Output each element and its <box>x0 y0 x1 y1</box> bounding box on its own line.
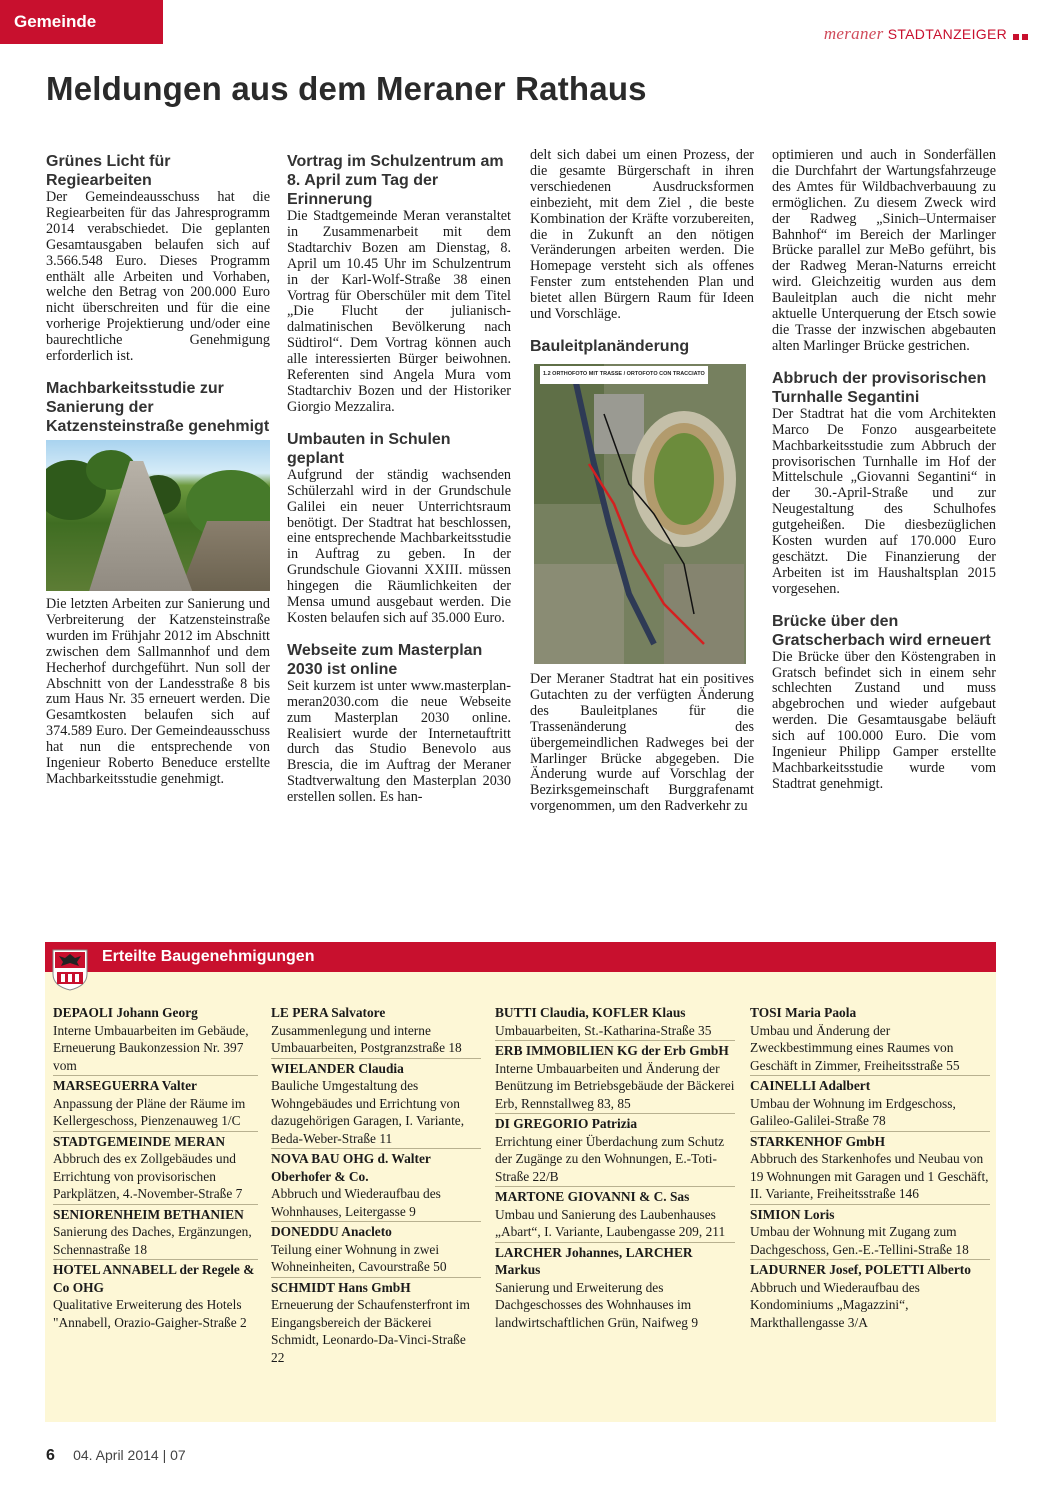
masthead-logo <box>824 24 1007 44</box>
permits-column-2 <box>271 1004 481 1368</box>
permit-entry <box>271 1223 481 1278</box>
permit-text: Bauliche Umgestaltung des Wohngebäudes und Errichtung von dazugehörigen Garagen, I. Variante, Beda-Weber-Straße 11 <box>271 1078 465 1146</box>
permit-name: DI GREGORIO Patrizia <box>495 1116 638 1131</box>
permit-name: SIMION Loris <box>750 1206 835 1222</box>
permits-column-1 <box>53 1004 258 1333</box>
permit-text: Abbruch des Starkenhofes und Neubau von 19 Wohnungen mit Garagen und 1 Geschäft, II. Variante, Freiheitsstraße 146 <box>750 1151 989 1201</box>
permit-name: LE PERA Salvatore <box>271 1005 386 1020</box>
headline-bruecke: Brücke über den Gratscherbach wird erneuert <box>772 612 991 649</box>
headline-turnhalle: Abbruch der provisorischen Turnhalle Segantini <box>772 369 987 406</box>
page-number: 6 <box>46 1447 55 1464</box>
article-column-2 <box>287 148 511 806</box>
permit-text: Abbruch und Wiederaufbau des Wohnhauses, Leitergasse 9 <box>271 1186 441 1219</box>
permit-entry <box>750 1261 990 1332</box>
permit-text: Umbau der Wohnung im Erdgeschoss, Galileo-Galilei-Straße 78 <box>750 1095 956 1128</box>
permit-entry <box>53 1004 258 1076</box>
permit-name: SENIORENHEIM BETHANIEN <box>53 1206 244 1222</box>
permit-entry <box>271 1060 481 1150</box>
permit-text: Umbau und Änderung der Zweckbestimmung eines Raumes von Geschäft in Zimmer, Freiheitsstraße 55 <box>750 1022 960 1073</box>
permits-column-3 <box>495 1004 735 1333</box>
issue-date: 04. April 2014 | 07 <box>73 1447 186 1463</box>
permit-name: NOVA BAU OHG d. Walter Oberhofer & Co. <box>271 1151 431 1184</box>
permit-text: Qualitative Erweiterung des Hotels "Annabell, Orazio-Gaigher-Straße 2 <box>53 1297 247 1330</box>
permit-text: Errichtung einer Überdachung zum Schutz der Zugänge zu den Wohnungen, E.-Toti-Straße 22/B <box>495 1133 725 1184</box>
permit-entry <box>750 1206 990 1261</box>
orthophoto-map <box>534 364 746 664</box>
map-caption: 1.2 ORTHOFOTO MIT TRASSE / ORTOFOTO CON TRACCIATO <box>540 366 708 384</box>
page-title: Meldungen aus dem Meraner Rathaus <box>46 70 647 107</box>
section-tab: Gemeinde <box>0 0 163 44</box>
permit-entry <box>53 1077 258 1132</box>
permit-text: Interne Umbauarbeiten und Änderung der Benützung im Betriebsgebäude der Bäckerei Erb, Rennstallweg 83, 85 <box>495 1060 735 1111</box>
permit-name: LARCHER Johannes, LARCHER Markus <box>495 1244 693 1277</box>
permit-name: WIELANDER Claudia <box>271 1060 404 1076</box>
permit-name: BUTTI Claudia, KOFLER Klaus <box>495 1005 686 1020</box>
permit-name: STADTGEMEINDE MERAN <box>53 1133 225 1149</box>
text-masterplan: Seit kurzem ist unter www.masterplan-meran2030.com die neue Webseite zum Masterplan 2030 online. Realisiert wurde der Internetauftritt durch das Studio Benevolo aus Brescia, die im Auftrag der Meraner Stadtverwaltung den Masterplan 2030 erstellen sollen. Es han- <box>287 677 511 806</box>
permit-entry <box>495 1115 735 1187</box>
article-column-3 <box>530 148 754 815</box>
permit-entry <box>495 1042 735 1114</box>
permits-column-4 <box>750 1004 990 1333</box>
permit-text: Abbruch und Wiederaufbau des Kondominiums „Magazzini“, Markthallengasse 3/A <box>750 1279 920 1330</box>
permit-text: Interne Umbauarbeiten im Gebäude, Erneuerung Baukonzession Nr. 397 vom <box>53 1022 249 1073</box>
text-bauleitplan-continued: optimieren und auch in Sonderfällen die Durchfahrt der Wartungsfahrzeuge des Amtes für Wildbachverbauung zu ermöglichen. Zu diesem Zweck wird der Radweg „Sinich–Untermaiser Bahnhof“ im Bereich der Marlinger Brücke parallel zur MeBo geführt, bis der Radweg Meran-Naturns erreicht wird. Gleichzeitig wurden aus dem Bauleitplan auch die nicht mehr aktuelle Unterquerung der Etsch sowie die Trasse der inzwischen abgebauten alten Marlinger Brücke gestrichen. <box>772 147 996 354</box>
building-permits-box <box>45 942 996 1422</box>
permit-name: DEPAOLI Johann Georg <box>53 1005 198 1020</box>
headline-katzensteinstrasse: Machbarkeitsstudie zur Sanierung der Katzensteinstraße genehmigt <box>46 379 270 435</box>
headline-bauleitplan: Bauleitplanänderung <box>530 337 690 355</box>
permit-text: Erneuerung der Schaufensterfront im Eingangsbereich der Bäckerei Schmidt, Leonardo-Da-Vinci-Straße 22 <box>271 1297 470 1365</box>
permit-text: Umbau und Sanierung des Laubenhauses „Abart“, I. Variante, Laubengasse 209, 211 <box>495 1206 726 1239</box>
road-photo <box>46 440 270 591</box>
permit-entry <box>495 1244 735 1333</box>
permit-entry <box>271 1279 481 1368</box>
text-regiearbeiten: Der Gemeindeausschuss hat die Regiearbeiten für das Jahresprogramm 2014 verabschiedet. Die geplanten Gesamtausgaben belaufen sich auf 3.566.548 Euro. Dieses Programm enthält alle Arbeiten und Vorhaben, welche den Betrag von 200.000 Euro nicht überschreiten und für die eine vorherige Projektierung und/oder eine baurechtliche Genehmigung erforderlich ist. <box>46 189 270 365</box>
text-katzensteinstrasse: Die letzten Arbeiten zur Sanierung und Verbreiterung der Katzensteinstraße wurden im Frühjahr 2012 im Abschnitt zwischen dem Sallmannhof und dem Hecherhof durchgeführt. Nun soll der Abschnitt von der Landesstraße 8 bis zum Haus Nr. 35 erneuert werden. Die Gesamtkosten belaufen sich auf 374.589 Euro. Der Gemeindeausschuss hat nun die entsprechende von Ingenieur Roberto Beneduce erstellte Machbarkeitsstudie genehmigt. <box>46 595 270 787</box>
permit-entry <box>750 1004 990 1076</box>
permits-title: Erteilte Baugenehmigungen <box>102 948 315 965</box>
text-vortrag: Die Stadtgemeinde Meran veranstaltet in Zusammenarbeit mit dem Stadtarchiv Bozen am Dienstag, 8. April um 10.45 Uhr im Schulzentrum in der Karl-Wolf-Straße 38 einen Vortrag für Oberschüler mit dem Titel „Die Flucht der julianisch-dalmatinischen Bevölkerung nach Südtirol“. Dem Vortrag können auch alle interessierten Bürger beiwohnen. Referenten sind Angela Mura vom Stadtarchiv Bozen und der Historiker Giorgio Mezzalira. <box>287 208 511 415</box>
permit-name: MARTONE GIOVANNI & C. Sas <box>495 1189 690 1204</box>
permit-name: LADURNER Josef, POLETTI Alberto <box>750 1262 971 1277</box>
permit-text: Umbau der Wohnung mit Zugang zum Dachgeschoss, Gen.-E.-Tellini-Straße 18 <box>750 1224 969 1257</box>
permit-text: Sanierung des Daches, Ergänzungen, Schennastraße 18 <box>53 1224 252 1257</box>
text-masterplan-continued: delt sich dabei um einen Prozess, der die gesamte Bürgerschaft in ihren verschiedenen Ausdrucksformen einbezieht, mit dem Ziel , die beste Kombination der Kräfte vorzubereiten, die in Zukunft an den nötigen Veränderungen arbeiten werden. Die Homepage versteht sich als offenes Fenster zum entstehenden Plan und bietet allen Bürgern Raum für Ideen und Vorschläge. <box>530 147 754 323</box>
masthead-part1: meraner <box>823 24 884 43</box>
permit-text: Umbauarbeiten, St.-Katharina-Straße 35 <box>495 1022 712 1038</box>
permit-name: CAINELLI Adalbert <box>750 1078 871 1093</box>
article-column-4 <box>772 148 996 793</box>
permit-name: HOTEL ANNABELL der Regele & Co OHG <box>53 1262 255 1295</box>
page-footer <box>46 1447 186 1465</box>
permit-name: ERB IMMOBILIEN KG der Erb GmbH <box>495 1043 729 1058</box>
headline-regiearbeiten: Grünes Licht für Regiearbeiten <box>46 153 171 189</box>
permit-entry <box>495 1004 735 1041</box>
text-bruecke: Die Brücke über den Köstengraben in Gratsch befindet sich in einem sehr schlechten Zustand und muss abgebrochen und wieder aufgebaut werden. Die Gesamtausgabe beläuft sich auf 100.000 Euro. Die vom Ingenieur Philipp Gamper erstellte Machbarkeitsstudie wurde vom Stadtrat genehmigt. <box>772 648 996 792</box>
permit-name: SCHMIDT Hans GmbH <box>271 1279 411 1295</box>
permit-text: Zusammenlegung und interne Umbauarbeiten, Postgranzstraße 18 <box>271 1022 462 1055</box>
permit-entry <box>750 1133 990 1205</box>
permit-text: Anpassung der Pläne der Räume im Kellergeschoss, Pienzenauweg 1/C <box>53 1095 246 1128</box>
masthead-part2: STADTANZEIGER <box>887 26 1007 42</box>
permit-entry <box>750 1077 990 1132</box>
permit-entry <box>53 1261 258 1332</box>
text-umbauten-schulen: Aufgrund der ständig wachsenden Schülerzahl wird in der Grundschule Galilei ein neuer Unterrichtsraum benötigt. Der Stadtrat hat beschlossen, eine entsprechende Machbarkeitsstudie in Auftrag zu geben. In der Grundschule Giovanni XXIII. müssen hingegen die Räumlichkeiten der Mensa umund ausgebaut werden. Die Kosten belaufen sich auf 35.000 Euro. <box>287 466 511 626</box>
article-column-1 <box>46 148 270 788</box>
permit-entry <box>271 1004 481 1059</box>
permit-text: Sanierung und Erweiterung des Dachgeschosses des Wohnhauses im landwirtschaftlichen Grün, Naifweg 9 <box>495 1279 699 1330</box>
permit-entry <box>271 1150 481 1222</box>
headline-masterplan: Webseite zum Masterplan 2030 ist online <box>287 641 483 678</box>
permit-name: MARSEGUERRA Valter <box>53 1078 197 1093</box>
permit-name: DONEDDU Anacleto <box>271 1224 392 1239</box>
permit-entry <box>53 1133 258 1205</box>
text-turnhalle: Der Stadtrat hat die vom Architekten Marco De Fonzo ausgearbeitete Machbarkeitsstudie zum Abbruch der provisorischen Turnhalle im Hof der Mittelschule „Giovanni Segantini“ in der 30.-April-Straße und zur Neugestaltung des Schulhofes gutgeheißen. Die diesbezüglichen Kosten wurden auf 170.000 Euro geschätzt. Die Finanzierung der Arbeiten ist im Haushaltsplan 2015 vorgesehen. <box>772 405 996 597</box>
headline-vortrag: Vortrag im Schulzentrum am 8. April zum Tag der Erinnerung <box>287 153 504 208</box>
meran-crest-icon <box>51 948 89 992</box>
permit-text: Teilung einer Wohnung in zwei Wohneinheiten, Cavourstraße 50 <box>271 1241 447 1274</box>
masthead-dots-icon <box>1013 27 1031 35</box>
permit-name: STARKENHOF GmbH <box>750 1133 886 1149</box>
permit-name: TOSI Maria Paola <box>750 1005 857 1020</box>
permit-entry <box>495 1188 735 1243</box>
permit-text: Abbruch des ex Zollgebäudes und Errichtung von provisorischen Parkplätzen, 4.-November-Straße 7 <box>53 1151 243 1201</box>
text-bauleitplan: Der Meraner Stadtrat hat ein positives Gutachten zu der verfügten Änderung des Bauleitplanes für die Trassenänderung des übergemeindlichen Radweges bei der Marlinger Brücke abgegeben. Die Änderung wurde auf Vorschlag der Bezirksgemeinschaft Burggrafenamt vorgenommen, um den Radverkehr zu <box>530 670 754 815</box>
permit-entry <box>53 1206 258 1261</box>
headline-umbauten-schulen: Umbauten in Schulen geplant <box>287 430 451 467</box>
